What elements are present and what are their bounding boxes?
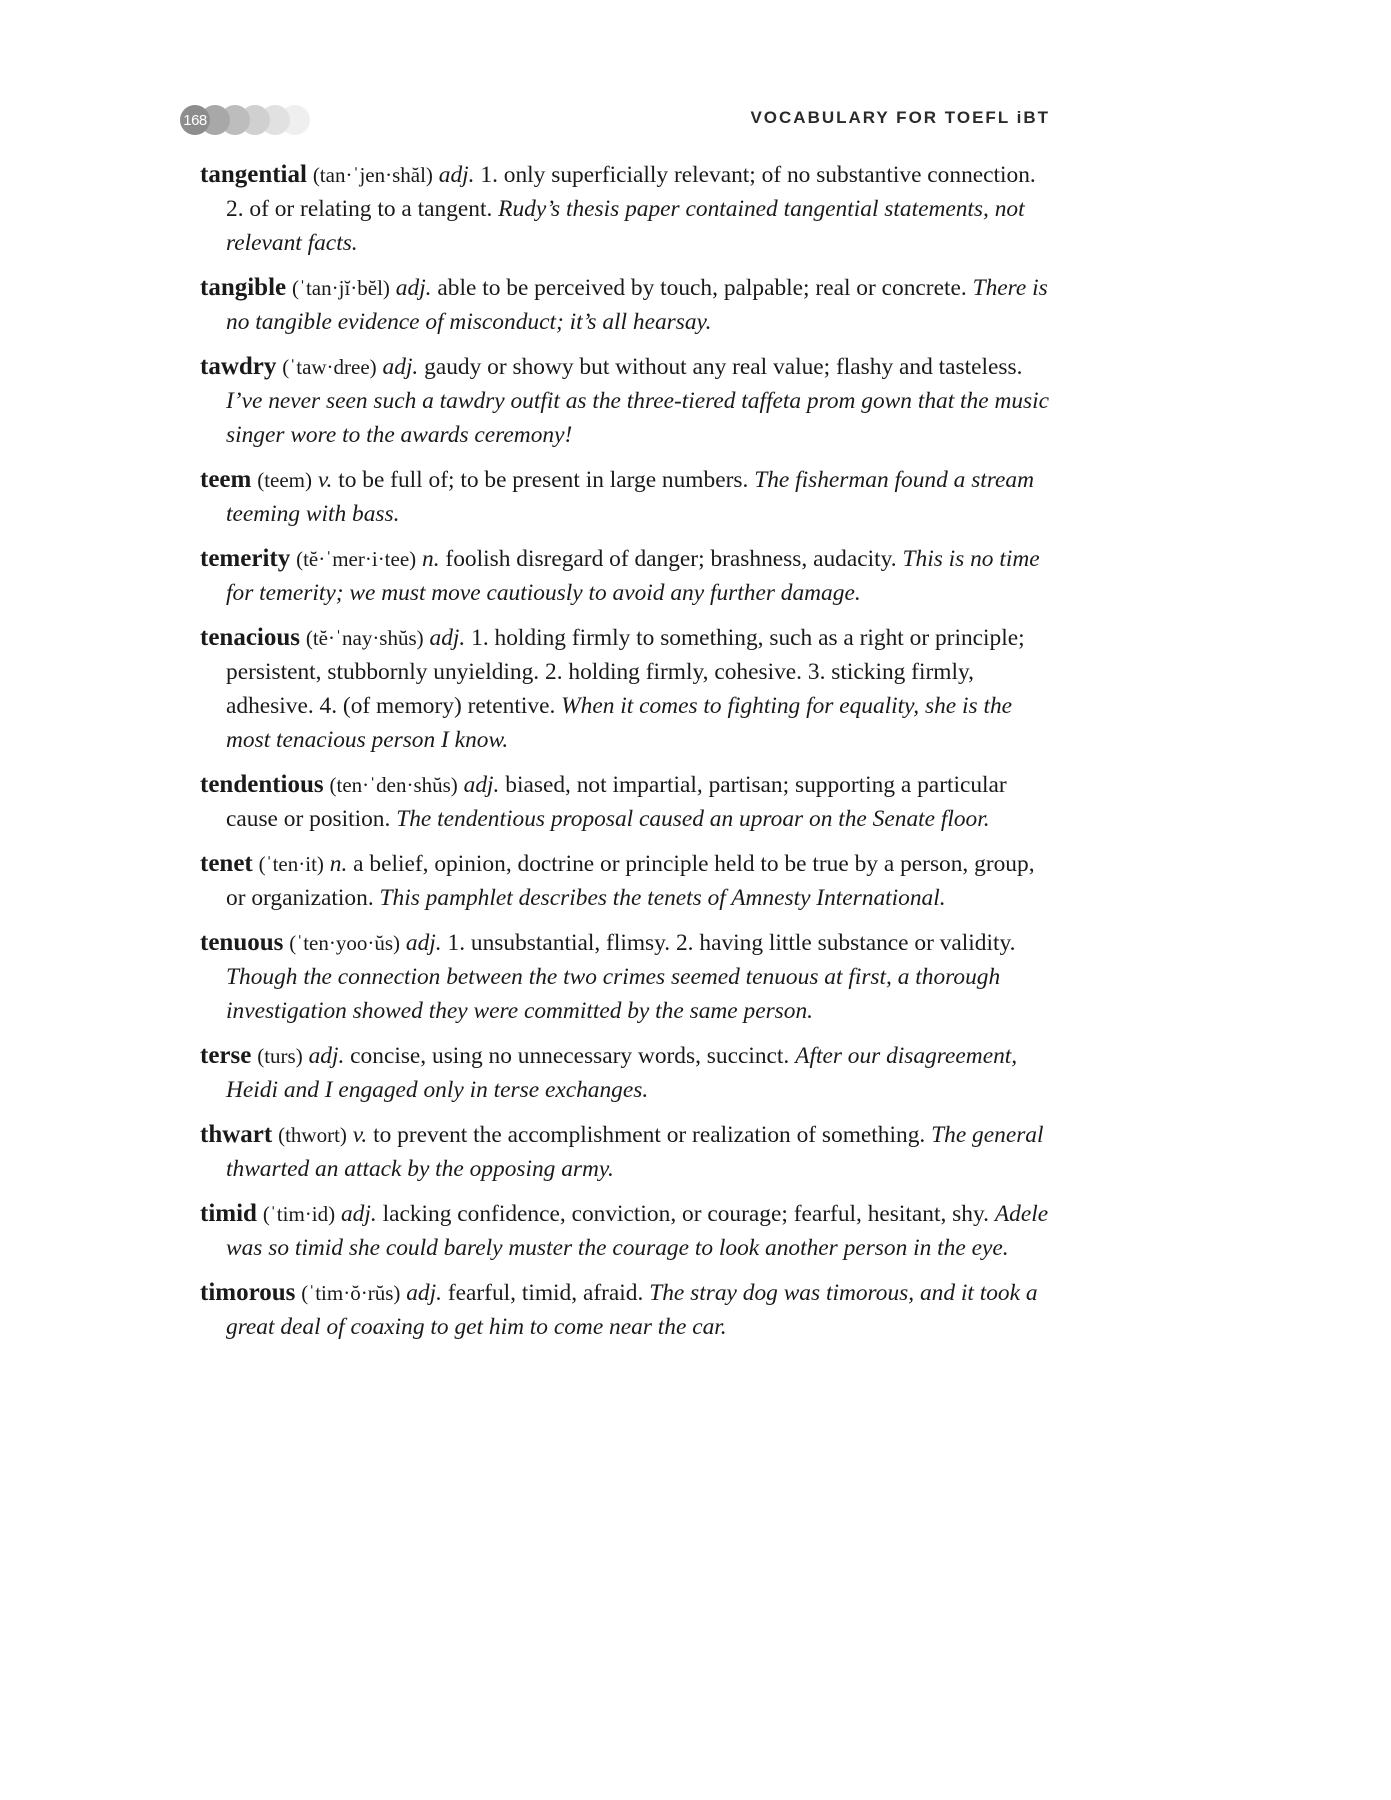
- headword: tangential: [200, 161, 307, 188]
- definition: to prevent the accomplishment or realization of something.: [373, 1122, 926, 1148]
- glossary-entry: [200, 1197, 1050, 1265]
- glossary-entry: [200, 271, 1050, 339]
- example-sentence: The general thwarted an attack by the opposing army.: [226, 1122, 1044, 1182]
- part-of-speech: v.: [352, 1122, 368, 1148]
- glossary-entry: [200, 1039, 1050, 1107]
- definition: 1. holding firmly to something, such as a right or principle; persistent, stubbornly unyielding. 2. holding firmly, cohesive. 3. sticking firmly, adhesive. 4. (of memory) retentive.: [226, 625, 1025, 719]
- glossary-entry: [200, 542, 1050, 610]
- definition: 1. only superficially relevant; of no substantive connection. 2. of or relating to a tangent.: [226, 162, 1036, 222]
- example-sentence: After our disagreement, Heidi and I engaged only in terse exchanges.: [226, 1043, 1018, 1103]
- pronunciation: (ˈten·yoo·ŭs): [289, 931, 401, 955]
- pronunciation: (ˈten·it): [258, 852, 324, 876]
- headword: tenet: [200, 850, 253, 877]
- headword: tenuous: [200, 929, 284, 956]
- pronunciation: (tĕ·ˈmer·i·tee): [296, 547, 417, 571]
- definition: foolish disregard of danger; brashness, audacity.: [445, 546, 897, 572]
- definition: 1. unsubstantial, flimsy. 2. having little substance or validity.: [447, 930, 1016, 956]
- example-sentence: This pamphlet describes the tenets of Amnesty International.: [379, 885, 946, 911]
- definition: fearful, timid, afraid.: [447, 1280, 644, 1306]
- glossary-entry: [200, 350, 1050, 452]
- headword: terse: [200, 1042, 252, 1069]
- headword: tenacious: [200, 624, 300, 651]
- part-of-speech: adj.: [382, 354, 419, 380]
- part-of-speech: adj.: [406, 1280, 442, 1306]
- headword: thwart: [200, 1121, 273, 1148]
- example-sentence: I’ve never seen such a tawdry outfit as the three-tiered taffeta prom gown that the music singer wore to the awards ceremony!: [226, 388, 1050, 448]
- pronunciation: (thwort): [278, 1123, 347, 1147]
- part-of-speech: adj.: [340, 1201, 377, 1227]
- pronunciation: (turs): [257, 1044, 303, 1068]
- example-sentence: The tendentious proposal caused an uproar on the Senate floor.: [396, 806, 990, 832]
- example-sentence: The fisherman found a stream teeming with bass.: [226, 467, 1035, 527]
- part-of-speech: adj.: [429, 625, 466, 651]
- part-of-speech: adj.: [405, 930, 442, 956]
- pronunciation: (ˈtim·id): [262, 1202, 336, 1226]
- headword: tawdry: [200, 353, 277, 380]
- pronunciation: (tan·ˈjen·shăl): [312, 163, 433, 187]
- pronunciation: (ˈtaw·dree): [282, 355, 377, 379]
- pronunciation: (ˈtim·ŏ·rŭs): [301, 1281, 401, 1305]
- glossary-entry: [200, 768, 1050, 836]
- definition: gaudy or showy but without any real value; flashy and tasteless.: [424, 354, 1023, 380]
- headword: temerity: [200, 545, 291, 572]
- part-of-speech: adj.: [463, 772, 500, 798]
- glossary-entry: [200, 926, 1050, 1028]
- glossary-entry: [200, 158, 1050, 260]
- example-sentence: There is no tangible evidence of misconduct; it’s all hearsay.: [226, 275, 1048, 335]
- glossary-entry: [200, 621, 1050, 757]
- glossary-entry: [200, 847, 1050, 915]
- pronunciation: (teem): [257, 468, 312, 492]
- headword: teem: [200, 466, 252, 493]
- headword: timid: [200, 1200, 257, 1227]
- glossary-entry: [200, 1276, 1050, 1344]
- definition: concise, using no unnecessary words, succinct.: [350, 1043, 790, 1069]
- part-of-speech: n.: [422, 546, 440, 572]
- glossary-entry: [200, 1118, 1050, 1186]
- headword: tendentious: [200, 771, 324, 798]
- running-head: VOCABULARY FOR TOEFL iBT: [750, 108, 1050, 127]
- glossary-entry: [200, 463, 1050, 531]
- definition: biased, not impartial, partisan; supporting a particular cause or position.: [226, 772, 1007, 832]
- example-sentence: Though the connection between the two crimes seemed tenuous at first, a thorough investigation showed they were committed by the same person.: [226, 964, 1001, 1024]
- part-of-speech: adj.: [438, 162, 475, 188]
- example-sentence: When it comes to fighting for equality, she is the most tenacious person I know.: [226, 693, 1013, 753]
- pronunciation: (ˈtan·jĭ·bĕl): [291, 276, 390, 300]
- part-of-speech: n.: [329, 851, 348, 877]
- definition: lacking confidence, conviction, or courage; fearful, hesitant, shy.: [382, 1201, 990, 1227]
- example-sentence: Adele was so timid she could barely muster the courage to look another person in the eye.: [226, 1201, 1049, 1261]
- pronunciation: (ten·ˈden·shŭs): [329, 773, 458, 797]
- example-sentence: This is no time for temerity; we must move cautiously to avoid any further damage.: [226, 546, 1040, 606]
- example-sentence: Rudy’s thesis paper contained tangential statements, not relevant facts.: [226, 196, 1025, 256]
- example-sentence: The stray dog was timorous, and it took a great deal of coaxing to get him to come near the car.: [226, 1280, 1038, 1340]
- definition: able to be perceived by touch, palpable; real or concrete.: [437, 275, 967, 301]
- page-number: 168: [180, 105, 210, 135]
- page-number-badge: [180, 105, 310, 135]
- page-header: [180, 103, 1050, 137]
- part-of-speech: adj.: [395, 275, 432, 301]
- headword: tangible: [200, 274, 287, 301]
- pronunciation: (tĕ·ˈnay·shŭs): [305, 626, 424, 650]
- glossary-entries: [200, 158, 1050, 1355]
- part-of-speech: adj.: [308, 1043, 345, 1069]
- headword: timorous: [200, 1279, 296, 1306]
- part-of-speech: v.: [317, 467, 333, 493]
- definition: to be full of; to be present in large numbers.: [338, 467, 749, 493]
- definition: a belief, opinion, doctrine or principle held to be true by a person, group, or organization.: [226, 851, 1035, 911]
